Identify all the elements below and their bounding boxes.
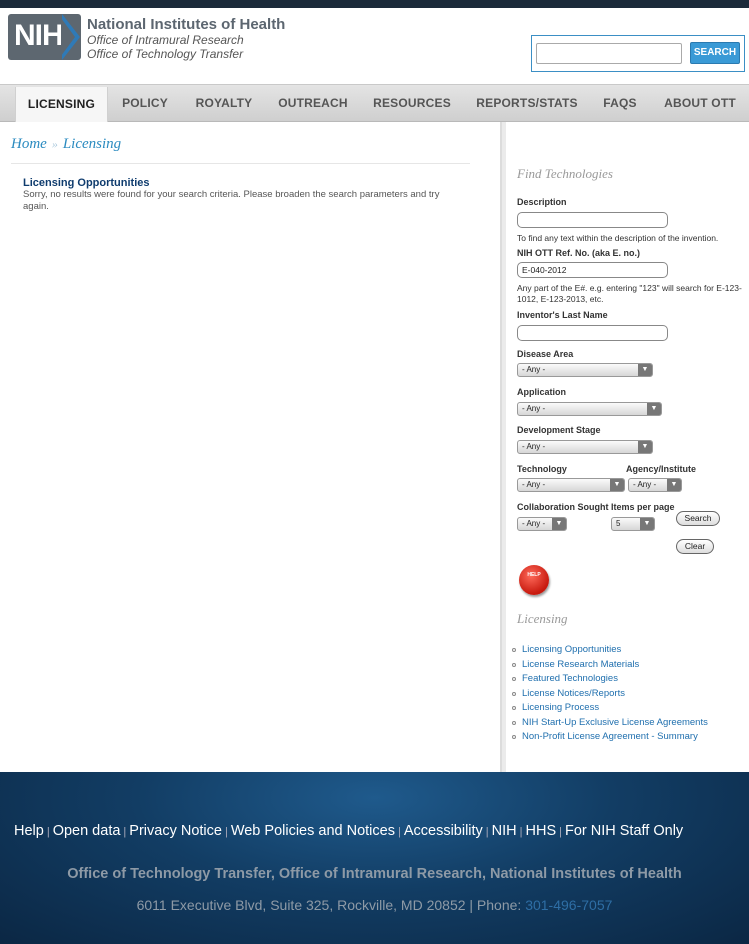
- ref-no-label: NIH OTT Ref. No. (aka E. no.): [517, 248, 641, 258]
- description-input[interactable]: [517, 212, 668, 228]
- chevron-down-icon: ▼: [552, 518, 566, 530]
- org-name: National Institutes of Health: [87, 16, 286, 33]
- chevron-down-icon: ▼: [647, 403, 661, 415]
- bullet-icon: [512, 648, 516, 652]
- disease-area-value: - Any -: [522, 365, 546, 374]
- site-search-button[interactable]: SEARCH: [690, 42, 740, 64]
- link-license-research-materials[interactable]: License Research Materials: [522, 658, 640, 670]
- search-button[interactable]: Search: [676, 511, 720, 526]
- footer-separator: |: [559, 826, 562, 838]
- nav-policy[interactable]: POLICY: [122, 96, 168, 110]
- nav-royalty[interactable]: ROYALTY: [195, 96, 253, 110]
- footer-link-privacy[interactable]: Privacy Notice: [129, 823, 222, 839]
- bullet-icon: [512, 692, 516, 696]
- ref-no-hint: Any part of the E#. e.g. entering "123" will search for E-123-1012, E-123-2013, etc.: [517, 283, 742, 304]
- nav-faqs[interactable]: FAQS: [603, 96, 637, 110]
- breadcrumb-separator: »: [51, 137, 58, 151]
- items-per-page-label: Items per page: [611, 502, 675, 512]
- help-button[interactable]: [519, 565, 549, 595]
- logo-text: NIH: [14, 19, 63, 52]
- breadcrumb-home[interactable]: Home: [11, 136, 47, 152]
- inventor-label: Inventor's Last Name: [517, 310, 608, 320]
- footer-link-web-policies[interactable]: Web Policies and Notices: [230, 823, 395, 839]
- bullet-icon: [512, 677, 516, 681]
- nav-outreach[interactable]: OUTREACH: [278, 96, 348, 110]
- footer-separator: |: [519, 826, 523, 838]
- disease-area-select[interactable]: [517, 363, 653, 377]
- site-footer: [0, 772, 749, 944]
- development-stage-label: Development Stage: [517, 425, 601, 435]
- site-search: [531, 35, 745, 72]
- nav-reports-stats[interactable]: REPORTS/STATS: [476, 96, 578, 110]
- find-technologies-heading: Find Technologies: [517, 166, 613, 181]
- footer-separator: |: [397, 826, 401, 838]
- technology-value: - Any -: [522, 480, 546, 489]
- licensing-heading: Licensing: [517, 611, 568, 626]
- clear-button[interactable]: Clear: [676, 539, 714, 554]
- technology-label: Technology: [517, 464, 567, 474]
- agency-value: - Any -: [633, 480, 657, 489]
- footer-address: [0, 897, 749, 913]
- list-item[interactable]: [512, 730, 708, 745]
- list-item[interactable]: [512, 687, 708, 702]
- chevron-down-icon: ▼: [667, 479, 681, 491]
- top-strip: [0, 0, 749, 8]
- inventor-input[interactable]: [517, 325, 668, 341]
- application-value: - Any -: [522, 404, 546, 413]
- footer-separator: |: [46, 826, 50, 838]
- list-item[interactable]: [512, 701, 708, 716]
- nav-about-ott[interactable]: ABOUT OTT: [664, 96, 736, 110]
- link-non-profit-license-summary[interactable]: Non-Profit License Agreement - Summary: [522, 731, 698, 742]
- collaboration-value: - Any -: [522, 519, 546, 528]
- footer-separator: |: [224, 826, 228, 838]
- link-license-notices-reports[interactable]: License Notices/Reports: [522, 687, 625, 699]
- bullet-icon: [512, 735, 516, 739]
- footer-link-staff[interactable]: For NIH Staff Only: [564, 823, 684, 839]
- breadcrumb: [11, 136, 121, 153]
- help-label: HELP: [527, 572, 541, 578]
- link-startup-exclusive-license[interactable]: NIH Start-Up Exclusive License Agreements: [522, 716, 708, 728]
- application-select[interactable]: [517, 402, 662, 416]
- footer-org: Office of Technology Transfer, Office of Intramural Research, National Institutes of Health: [67, 866, 682, 882]
- nav-licensing[interactable]: LICENSING: [15, 87, 108, 122]
- ref-no-input[interactable]: [517, 262, 668, 278]
- items-per-page-select[interactable]: [611, 517, 655, 531]
- org-sub-1: Office of Intramural Research: [87, 33, 244, 47]
- items-per-page-value: 5: [616, 519, 621, 528]
- chevron-down-icon: ▼: [638, 441, 652, 453]
- site-search-input[interactable]: [536, 43, 682, 64]
- link-licensing-opportunities[interactable]: Licensing Opportunities: [522, 644, 622, 655]
- list-item[interactable]: [512, 643, 708, 658]
- collaboration-label: Collaboration Sought: [517, 502, 609, 512]
- main-nav: [0, 84, 749, 122]
- footer-links: [14, 823, 749, 839]
- footer-link-help[interactable]: Help: [14, 823, 44, 839]
- application-label: Application: [517, 387, 566, 397]
- org-sub-2: Office of Technology Transfer: [87, 47, 244, 61]
- description-label: Description: [517, 197, 567, 207]
- footer-separator: |: [123, 826, 127, 838]
- site-header: [0, 8, 749, 84]
- no-results-message: Sorry, no results were found for your search criteria. Please broaden the search parameters and try again.: [23, 189, 440, 212]
- footer-link-hhs[interactable]: HHS: [525, 823, 557, 839]
- list-item[interactable]: [512, 658, 708, 673]
- agency-label: Agency/Institute: [626, 464, 697, 474]
- footer-separator: |: [485, 826, 489, 838]
- licensing-links: [512, 643, 708, 745]
- collaboration-select[interactable]: [517, 517, 567, 531]
- agency-select[interactable]: [628, 478, 682, 492]
- link-featured-technologies[interactable]: Featured Technologies: [522, 673, 618, 684]
- footer-link-nih[interactable]: NIH: [491, 823, 517, 839]
- footer-link-open-data[interactable]: Open data: [52, 823, 121, 839]
- bullet-icon: [512, 706, 516, 710]
- divider: [11, 163, 470, 164]
- development-stage-select[interactable]: [517, 440, 653, 454]
- list-item[interactable]: [512, 672, 708, 687]
- footer-address-text: 6011 Executive Blvd, Suite 325, Rockville, MD 20852 | Phone:: [136, 897, 526, 913]
- list-item[interactable]: [512, 716, 708, 731]
- technology-select[interactable]: [517, 478, 625, 492]
- logo-chevron-inner: [61, 18, 75, 56]
- page-title: Licensing Opportunities: [23, 177, 150, 189]
- breadcrumb-current[interactable]: Licensing: [62, 136, 122, 152]
- footer-phone[interactable]: 301-496-7057: [525, 897, 613, 913]
- bullet-icon: [512, 721, 516, 725]
- disease-area-label: Disease Area: [517, 349, 574, 359]
- footer-link-accessibility[interactable]: Accessibility: [403, 823, 483, 839]
- nav-resources[interactable]: RESOURCES: [373, 96, 451, 110]
- bullet-icon: [512, 663, 516, 667]
- chevron-down-icon: ▼: [610, 479, 624, 491]
- development-stage-value: - Any -: [522, 442, 546, 451]
- description-hint: To find any text within the description of the invention.: [517, 233, 719, 243]
- chevron-down-icon: ▼: [638, 364, 652, 376]
- chevron-down-icon: ▼: [640, 518, 654, 530]
- link-licensing-process[interactable]: Licensing Process: [522, 702, 600, 713]
